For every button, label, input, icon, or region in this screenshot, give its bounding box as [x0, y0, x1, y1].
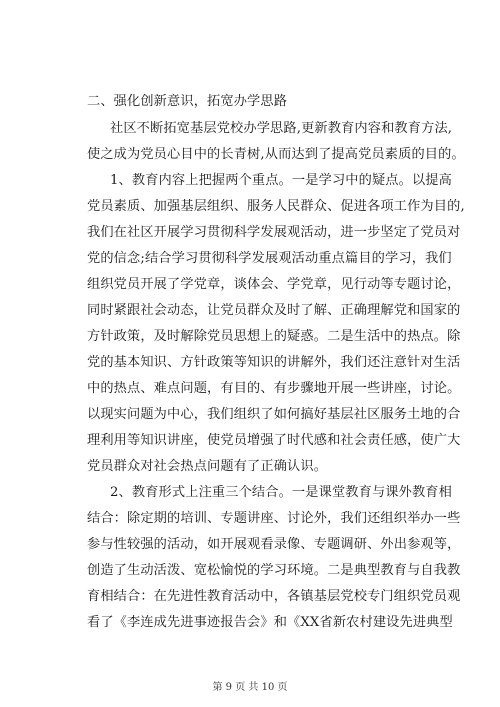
paragraph-line: 理利用等知识讲座，使党员增强了时代感和社会责任感，使广大 — [87, 433, 461, 448]
paragraph-line: 以现实问题为中心，我们组织了如何搞好基层社区服务土地的合 — [87, 407, 461, 422]
paragraph-line: 我们在社区开展学习贯彻科学发展观活动，进一步坚定了党员对 — [87, 225, 461, 240]
paragraph-line: 参与性较强的活动，如开展观看录像、专题调研、外出参观等， — [87, 537, 461, 552]
paragraph-line: 创造了生动活泼、宽松愉悦的学习环境。二是典型教育与自我教 — [87, 563, 461, 578]
paragraph-line: 党的基本知识、方针政策等知识的讲解外，我们还注意针对生活 — [87, 355, 461, 370]
section-heading: 二、强化创新意识，拓宽办学思路 — [87, 94, 288, 109]
paragraph-line: 中的热点、难点问题，有目的、有步骤地开展一些讲座，讨论。 — [87, 381, 461, 396]
paragraph-line: 组织党员开展了学党章，谈体会、学党章，见行动等专题讨论， — [87, 277, 461, 292]
paragraph-line: 1、教育内容上把握两个重点。一是学习中的疑点。以提高 — [110, 173, 452, 188]
paragraph-line: 结合：除定期的培训、专题讲座、讨论外，我们还组织举办一些 — [87, 511, 461, 526]
paragraph-line: 使之成为党员心目中的长青树,从而达到了提高党员素质的目的。 — [87, 147, 465, 162]
paragraph-line: 党员群众对社会热点问题有了正确认识。 — [87, 459, 328, 474]
paragraph-line: 党员素质、加强基层组织、服务人民群众、促进各项工作为目的, — [87, 199, 465, 214]
paragraph-line: 方针政策，及时解除党员思想上的疑惑。二是生活中的热点。除 — [87, 329, 461, 344]
paragraph-line: 党的信念;结合学习贯彻科学发展观活动重点篇目的学习，我们 — [87, 251, 452, 266]
paragraph-line: 同时紧跟社会动态，让党员群众及时了解、正确理解党和国家的 — [87, 303, 461, 318]
paragraph-line: 育相结合：在先进性教育活动中，各镇基层党校专门组织党员观 — [87, 589, 461, 604]
paragraph-line: 2、教育形式上注重三个结合。一是课堂教育与课外教育相 — [110, 485, 452, 500]
paragraph-line: 社区不断拓宽基层党校办学思路,更新教育内容和教育方法, — [110, 121, 453, 136]
paragraph-line: 看了《李连成先进事迹报告会》和《XX省新农村建设先进典型 — [87, 615, 453, 630]
page-number-footer: 第 9 页 共 10 页 — [212, 682, 288, 693]
